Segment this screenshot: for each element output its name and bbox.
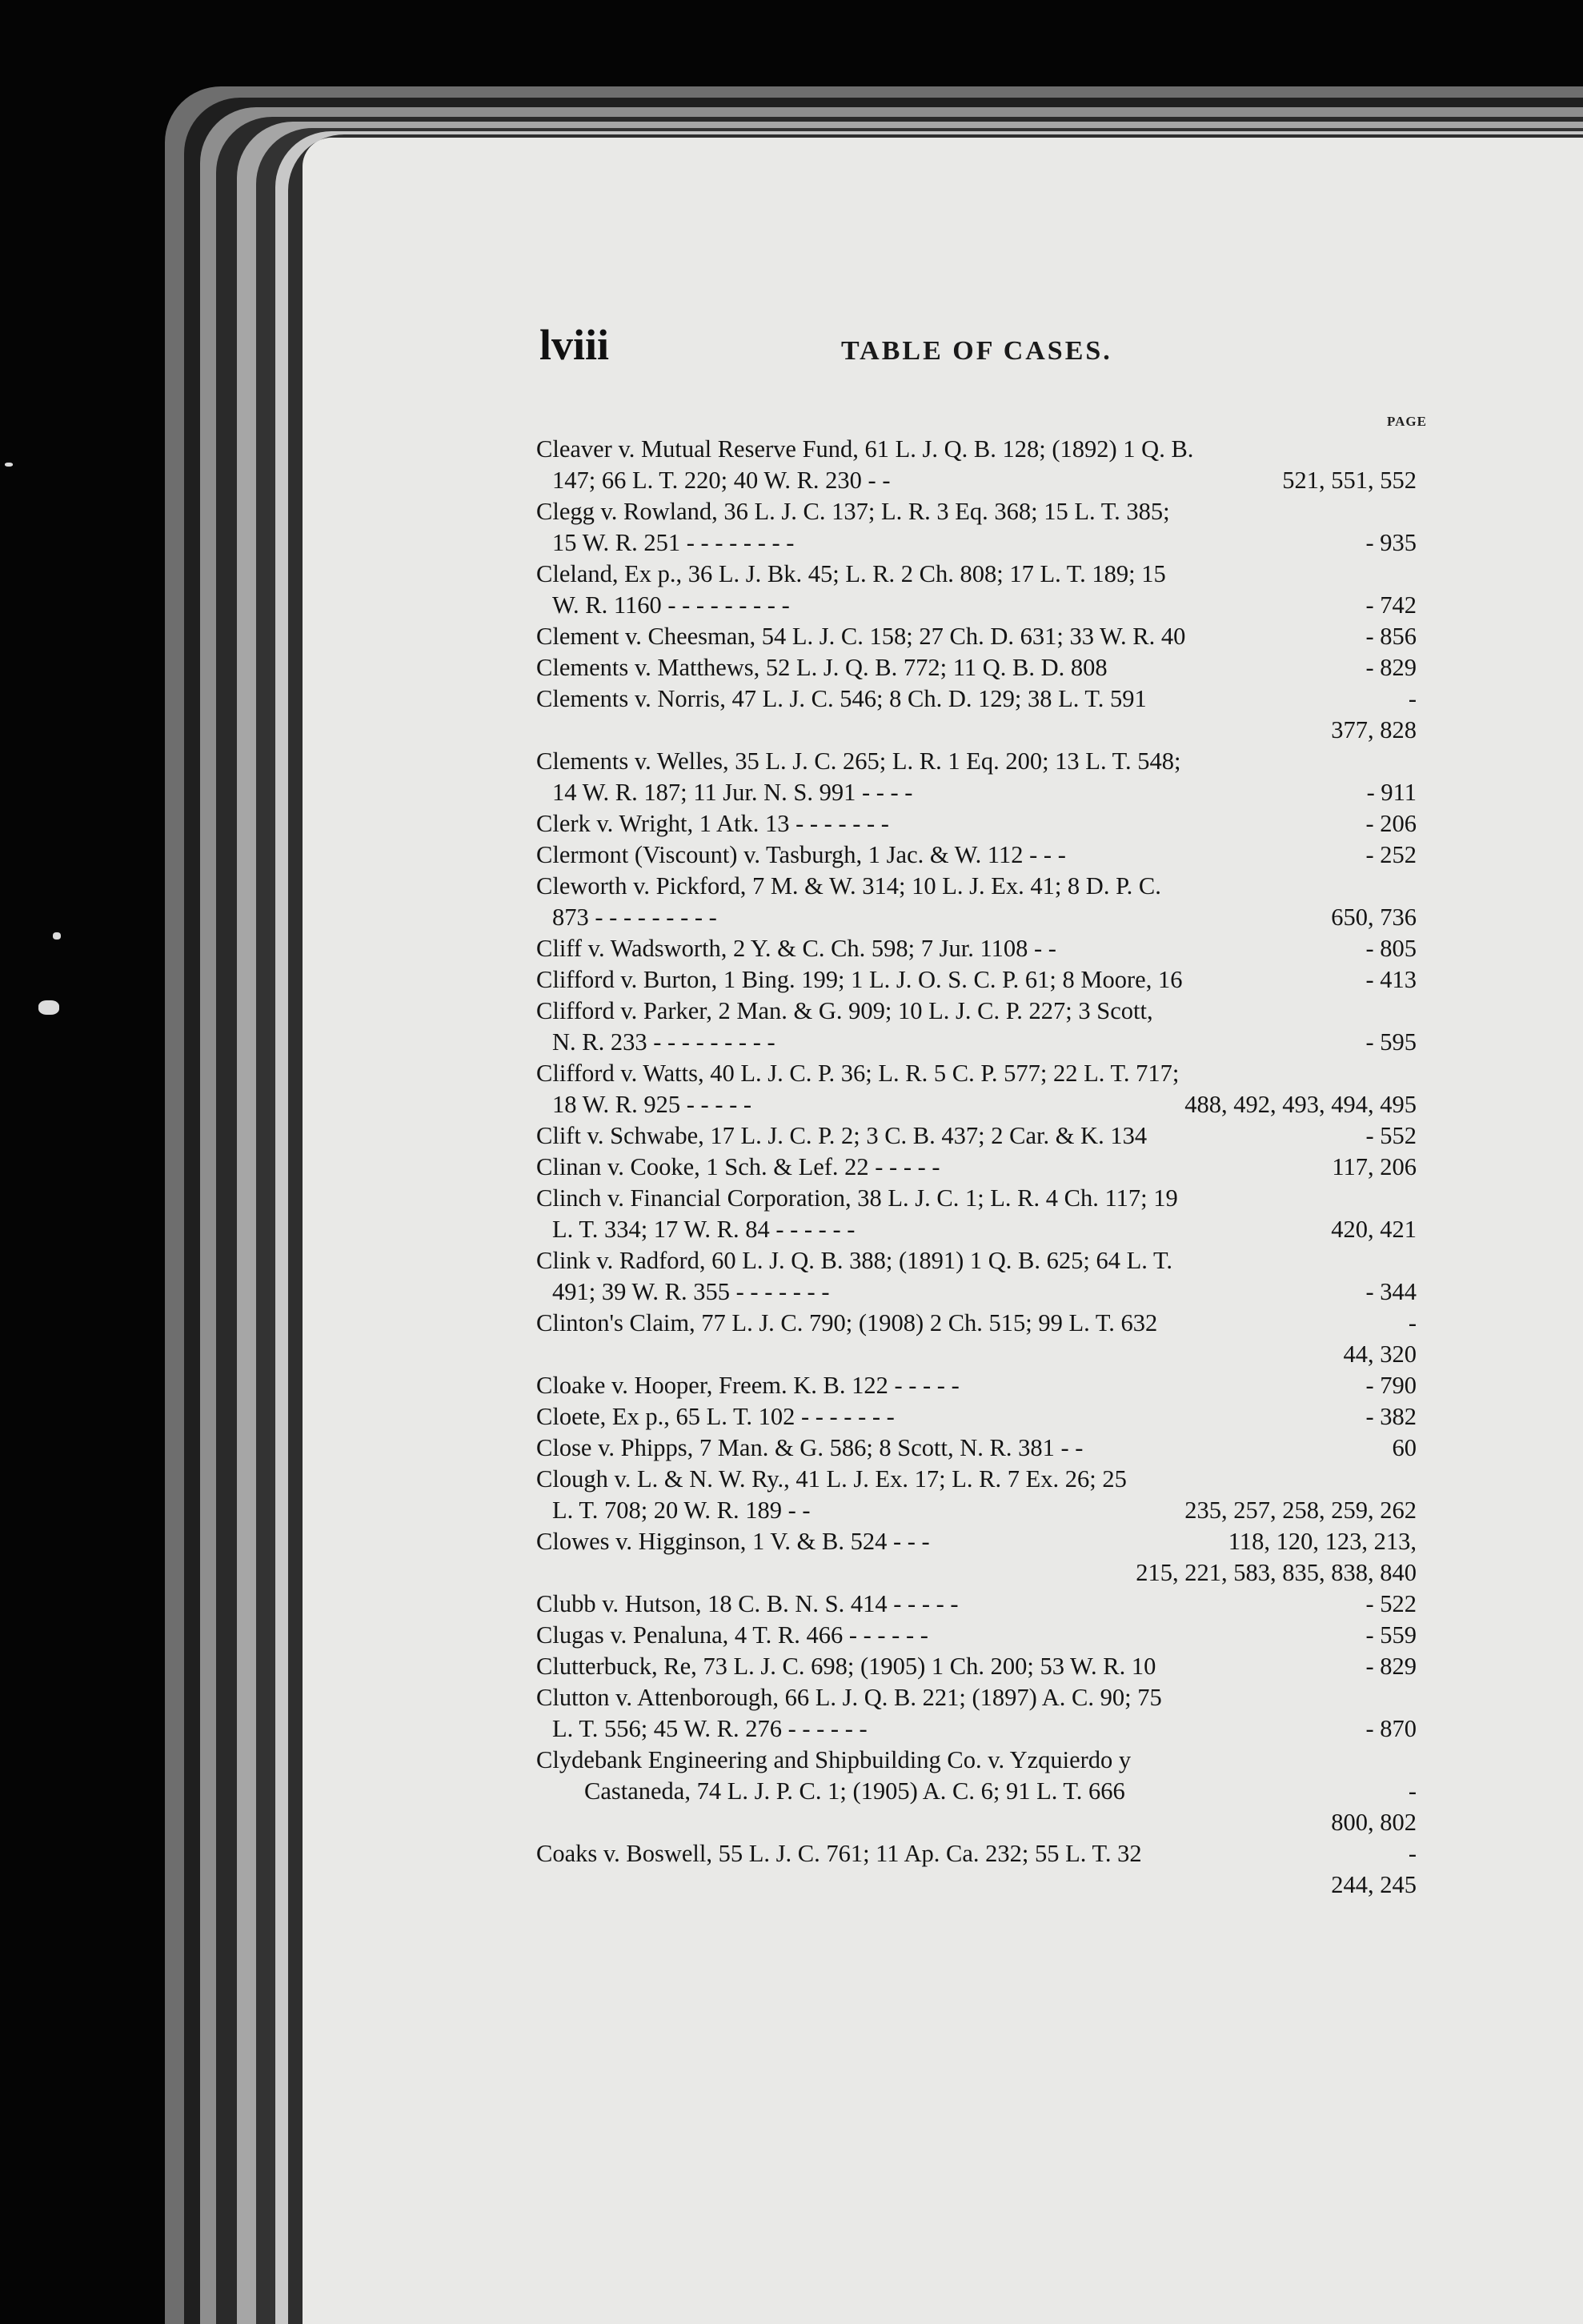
case-citation-text: Close v. Phipps, 7 Man. & G. 586; 8 Scott, N. R. 381 - -	[536, 1434, 1084, 1461]
case-entry-line	[536, 996, 1417, 1027]
case-entry-line	[536, 559, 1417, 590]
page-references: - 805	[1365, 935, 1417, 962]
case-entry-line	[536, 683, 1417, 715]
case-entry-line	[536, 1589, 1417, 1620]
case-citation-text: 147; 66 L. T. 220; 40 W. R. 230 - -	[552, 467, 891, 494]
case-citation-text: Castaneda, 74 L. J. P. C. 1; (1905) A. C. 6; 91 L. T. 666	[584, 1777, 1125, 1805]
page-number: lviii	[539, 321, 610, 369]
case-citation-text: Clegg v. Rowland, 36 L. J. C. 137; L. R. 3 Eq. 368; 15 L. T. 385;	[536, 498, 1170, 525]
case-citation-text: Cleaver v. Mutual Reserve Fund, 61 L. J. Q. B. 128; (1892) 1 Q. B.	[536, 435, 1194, 463]
case-citation-text: Clements v. Matthews, 52 L. J. Q. B. 772; 11 Q. B. D. 808	[536, 654, 1108, 681]
page-references: -	[1408, 1309, 1417, 1336]
case-citation-text: Clowes v. Higginson, 1 V. & B. 524 - - -	[536, 1528, 930, 1555]
case-entry-line	[536, 1214, 1417, 1245]
case-citation-text: 873 - - - - - - - - -	[552, 904, 717, 931]
case-entry-line	[536, 1183, 1417, 1214]
case-entry-line	[536, 1058, 1417, 1089]
case-citation-text: Clugas v. Penaluna, 4 T. R. 466 - - - - - -	[536, 1621, 928, 1649]
page-references: - 742	[1365, 591, 1417, 619]
case-citation-text: Cloake v. Hooper, Freem. K. B. 122 - - - - -	[536, 1372, 960, 1399]
case-citation-text: Clift v. Schwabe, 17 L. J. C. P. 2; 3 C. B. 437; 2 Car. & K. 134	[536, 1122, 1148, 1149]
case-entry-line	[536, 1557, 1417, 1589]
case-citation-text: Clinch v. Financial Corporation, 38 L. J. C. 1; L. R. 4 Ch. 117; 19	[536, 1184, 1178, 1212]
page-references: 60	[1392, 1434, 1417, 1461]
case-citation-text: Clutterbuck, Re, 73 L. J. C. 698; (1905) 1 Ch. 200; 53 W. R. 10	[536, 1653, 1156, 1680]
case-entry-line	[536, 1152, 1417, 1183]
case-citation-text: 14 W. R. 187; 11 Jur. N. S. 991 - - - -	[552, 779, 913, 806]
page-references: 235, 257, 258, 259, 262	[1184, 1497, 1417, 1524]
page-references: 488, 492, 493, 494, 495	[1184, 1091, 1417, 1118]
case-entry-line	[536, 1308, 1417, 1339]
dust-speck	[5, 463, 13, 467]
case-entry-line	[536, 1776, 1417, 1807]
case-entry-line	[536, 1401, 1417, 1432]
case-citation-text: Clement v. Cheesman, 54 L. J. C. 158; 27 Ch. D. 631; 33 W. R. 40	[536, 623, 1186, 650]
case-entry-line	[536, 746, 1417, 777]
page-references: - 790	[1365, 1372, 1417, 1399]
page-references: -	[1408, 1840, 1417, 1867]
page-references: - 252	[1365, 841, 1417, 868]
case-citation-text: Clubb v. Hutson, 18 C. B. N. S. 414 - - - - -	[536, 1590, 959, 1617]
page-references: - 595	[1365, 1028, 1417, 1056]
case-entry-line	[536, 933, 1417, 964]
page-references: 215, 221, 583, 835, 838, 840	[1136, 1559, 1417, 1586]
case-entry-line	[536, 590, 1417, 621]
case-citation-text: Cliff v. Wadsworth, 2 Y. & C. Ch. 598; 7 Jur. 1108 - -	[536, 935, 1056, 962]
page-references: - 935	[1365, 529, 1417, 556]
case-entry-line	[536, 1838, 1417, 1869]
case-entry-line	[536, 1682, 1417, 1713]
case-citation-text: Clements v. Welles, 35 L. J. C. 265; L. R. 1 Eq. 200; 13 L. T. 548;	[536, 747, 1181, 775]
page-references: 521, 551, 552	[1282, 467, 1417, 494]
case-entry-line	[536, 1339, 1417, 1370]
case-entry-line	[536, 434, 1417, 465]
case-entry-line	[536, 1089, 1417, 1120]
running-head: TABLE OF CASES.	[841, 336, 1112, 366]
page-references: 650, 736	[1331, 904, 1417, 931]
page-references: - 829	[1365, 654, 1417, 681]
page-references: 118, 120, 123, 213,	[1228, 1528, 1417, 1555]
case-entry-line	[536, 1027, 1417, 1058]
page-references: - 856	[1365, 623, 1417, 650]
page-references: - 206	[1365, 810, 1417, 837]
case-citation-text: 18 W. R. 925 - - - - -	[552, 1091, 752, 1118]
case-entry-line	[536, 1807, 1417, 1838]
case-citation-text: 491; 39 W. R. 355 - - - - - - -	[552, 1278, 830, 1305]
case-citation-text: Cloete, Ex p., 65 L. T. 102 - - - - - - -	[536, 1403, 895, 1430]
page-references: -	[1408, 685, 1417, 712]
page-references: - 829	[1365, 1653, 1417, 1680]
case-entry-line	[536, 964, 1417, 996]
case-entry-line	[536, 527, 1417, 559]
case-citation-text: Clements v. Norris, 47 L. J. C. 546; 8 Ch. D. 129; 38 L. T. 591	[536, 685, 1147, 712]
case-entry-line	[536, 902, 1417, 933]
case-entry-line	[536, 465, 1417, 496]
case-citation-text: Coaks v. Boswell, 55 L. J. C. 761; 11 Ap. Ca. 232; 55 L. T. 32	[536, 1840, 1142, 1867]
page-references: - 344	[1365, 1278, 1417, 1305]
case-entry-line	[536, 1869, 1417, 1901]
page-references: - 382	[1365, 1403, 1417, 1430]
page-references: - 413	[1365, 966, 1417, 993]
case-entry-line	[536, 777, 1417, 808]
case-citation-text: Cleland, Ex p., 36 L. J. Bk. 45; L. R. 2 Ch. 808; 17 L. T. 189; 15	[536, 560, 1166, 587]
case-entry-line	[536, 1526, 1417, 1557]
case-entry-line	[536, 1651, 1417, 1682]
page-references: - 559	[1365, 1621, 1417, 1649]
case-entry-line	[536, 839, 1417, 871]
case-entry-line	[536, 1620, 1417, 1651]
page-references: - 870	[1365, 1715, 1417, 1742]
case-entry-line	[536, 808, 1417, 839]
case-citation-text: 15 W. R. 251 - - - - - - - -	[552, 529, 795, 556]
case-citation-text: Clink v. Radford, 60 L. J. Q. B. 388; (1891) 1 Q. B. 625; 64 L. T.	[536, 1247, 1172, 1274]
case-entries	[536, 434, 1417, 1901]
case-entry-line	[536, 621, 1417, 652]
page-references: 117, 206	[1332, 1153, 1417, 1180]
case-entry-line	[536, 715, 1417, 746]
case-citation-text: Clough v. L. & N. W. Ry., 41 L. J. Ex. 17; L. R. 7 Ex. 26; 25	[536, 1465, 1127, 1493]
page-references: 377, 828	[1331, 716, 1417, 743]
page-references: - 911	[1366, 779, 1417, 806]
case-citation-text: N. R. 233 - - - - - - - - -	[552, 1028, 775, 1056]
page-references: -	[1408, 1777, 1417, 1805]
book-page	[303, 138, 1583, 2324]
case-citation-text: Clinton's Claim, 77 L. J. C. 790; (1908) 2 Ch. 515; 99 L. T. 632	[536, 1309, 1158, 1336]
case-citation-text: Clifford v. Parker, 2 Man. & G. 909; 10 L. J. C. P. 227; 3 Scott,	[536, 997, 1153, 1024]
case-entry-line	[536, 1745, 1417, 1776]
page-references: - 522	[1365, 1590, 1417, 1617]
page-references: 44, 320	[1343, 1340, 1417, 1368]
page-column-label: PAGE	[1387, 414, 1427, 429]
case-citation-text: Cleworth v. Pickford, 7 M. & W. 314; 10 L. J. Ex. 41; 8 D. P. C.	[536, 872, 1161, 900]
page-references: - 552	[1365, 1122, 1417, 1149]
dust-speck	[53, 932, 61, 940]
case-entry-line	[536, 652, 1417, 683]
case-citation-text: Clermont (Viscount) v. Tasburgh, 1 Jac. & W. 112 - - -	[536, 841, 1066, 868]
case-citation-text: Clerk v. Wright, 1 Atk. 13 - - - - - - -	[536, 810, 889, 837]
dust-speck	[38, 1000, 59, 1015]
case-entry-line	[536, 1370, 1417, 1401]
case-citation-text: W. R. 1160 - - - - - - - - -	[552, 591, 790, 619]
case-entry-line	[536, 871, 1417, 902]
page-references: 420, 421	[1331, 1216, 1417, 1243]
case-citation-text: L. T. 556; 45 W. R. 276 - - - - - -	[552, 1715, 868, 1742]
case-entry-line	[536, 1713, 1417, 1745]
case-citation-text: Clutton v. Attenborough, 66 L. J. Q. B. 221; (1897) A. C. 90; 75	[536, 1684, 1162, 1711]
case-citation-text: Clydebank Engineering and Shipbuilding Co. v. Yzquierdo y	[536, 1746, 1132, 1773]
page-references: 800, 802	[1331, 1809, 1417, 1836]
case-citation-text: Clifford v. Burton, 1 Bing. 199; 1 L. J. O. S. C. P. 61; 8 Moore, 16	[536, 966, 1183, 993]
case-entry-line	[536, 1245, 1417, 1276]
page-references: 244, 245	[1331, 1871, 1417, 1898]
case-entry-line	[536, 1464, 1417, 1495]
case-citation-text: Clinan v. Cooke, 1 Sch. & Lef. 22 - - - - -	[536, 1153, 940, 1180]
case-citation-text: Clifford v. Watts, 40 L. J. C. P. 36; L. R. 5 C. P. 577; 22 L. T. 717;	[536, 1060, 1180, 1087]
case-citation-text: L. T. 334; 17 W. R. 84 - - - - - -	[552, 1216, 856, 1243]
case-citation-text: L. T. 708; 20 W. R. 189 - -	[552, 1497, 811, 1524]
case-entry-line	[536, 1495, 1417, 1526]
case-entry-line	[536, 1276, 1417, 1308]
case-entry-line	[536, 496, 1417, 527]
case-entry-line	[536, 1432, 1417, 1464]
case-entry-line	[536, 1120, 1417, 1152]
